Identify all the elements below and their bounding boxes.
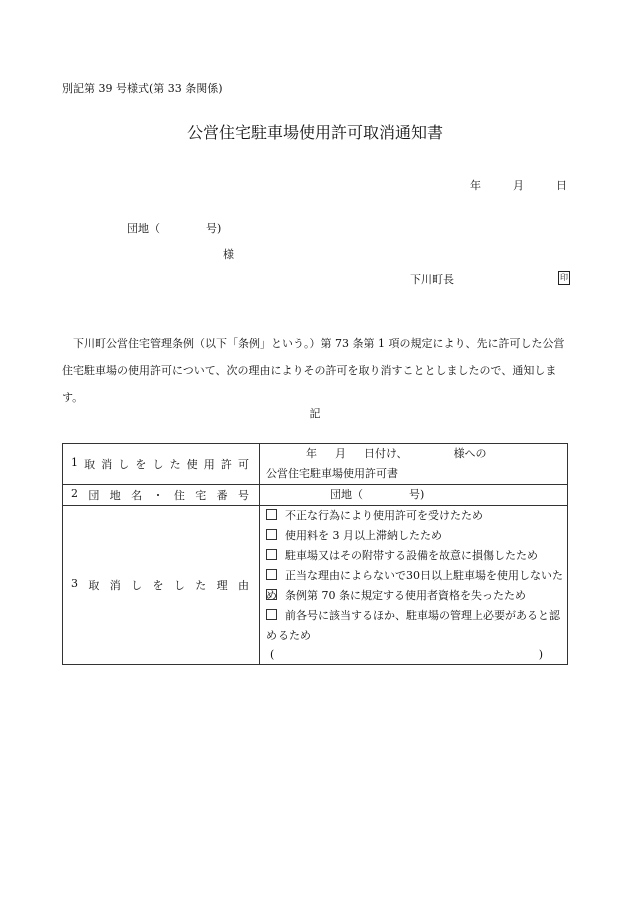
reason-text: 正当な理由によらないで30日以上駐車場を使用しないため [266, 569, 563, 602]
date-day: 日 [556, 179, 567, 192]
label-char: 取 [84, 458, 96, 471]
date-line [470, 177, 567, 193]
label-char: 許 [220, 458, 232, 471]
row1-year: 年 [306, 447, 317, 460]
reason-text: 前各号に該当するほか、駐車場の管理上必要があると認め [266, 609, 560, 642]
paren-close: ) [538, 648, 543, 661]
label-char: た [169, 458, 181, 471]
reason-item [260, 526, 567, 546]
label-char: を [152, 579, 164, 592]
row1-label [63, 444, 260, 485]
label-char: を [135, 458, 147, 471]
row2-danchi-label: 団地（ [330, 488, 363, 501]
label-char: 番 [216, 489, 228, 502]
table-row [63, 506, 568, 665]
label-char: し [152, 458, 164, 471]
paren-open: ( [270, 648, 275, 661]
other-reason-parens [260, 646, 567, 664]
form-number: 別記第 39 号様式(第 33 条関係) [62, 82, 223, 95]
table-row [63, 485, 568, 506]
table-row [63, 444, 568, 485]
reason-text: 使用料を 3 月以上滞納したため [285, 529, 442, 542]
label-char: 使 [186, 458, 198, 471]
ki-heading: 記 [309, 407, 321, 420]
recipient-danchi [127, 220, 221, 236]
issuer-name: 下川町長 [410, 273, 454, 286]
recipient-sama: 様 [223, 248, 234, 261]
label-char: 宅 [195, 489, 207, 502]
row3-label [63, 506, 260, 665]
checkbox-icon[interactable] [266, 609, 277, 620]
label-char: 由 [238, 579, 249, 592]
row1-sama: 様への [453, 447, 487, 460]
seal-mark: 印 [558, 271, 570, 285]
row1-day: 日付け、 [364, 447, 408, 460]
document-title: 公営住宅駐車場使用許可取消通知書 [186, 123, 443, 142]
label-char: 理 [216, 579, 228, 592]
row1-line2: 公営住宅駐車場使用許可書 [266, 467, 398, 480]
row3-label-text [71, 577, 259, 593]
row3-value [260, 506, 568, 665]
label-char: 用 [203, 458, 215, 471]
checkbox-icon[interactable] [266, 509, 277, 520]
checkbox-icon[interactable] [266, 529, 277, 540]
label-char: た [195, 579, 207, 592]
date-year: 年 [470, 179, 481, 192]
row1-label-text [71, 456, 259, 472]
reason-continuation: るため [278, 629, 311, 642]
row2-value [260, 485, 568, 506]
label-char: 3 [71, 577, 78, 590]
date-month: 月 [513, 179, 524, 192]
row1-month: 月 [335, 447, 346, 460]
label-char: 名 [131, 489, 143, 502]
checkbox-icon[interactable] [266, 549, 277, 560]
reason-item [260, 586, 567, 606]
body-paragraph: 下川町公営住宅管理条例（以下「条例」という。）第 73 条第 1 項の規定により、先に許可した公営住宅駐車場の使用許可について、次の理由によりその許可を取り消すこととしましたので、通知します。 [62, 337, 565, 404]
label-char: 地 [109, 489, 121, 502]
row1-line1 [260, 444, 567, 464]
label-char: 可 [237, 458, 249, 471]
row2-label-text [71, 487, 259, 503]
label-char: し [118, 458, 130, 471]
reason-item [260, 546, 567, 566]
label-char: 団 [88, 489, 100, 502]
checkbox-icon[interactable] [266, 589, 277, 600]
label-char: 取 [88, 579, 100, 592]
label-char: 消 [109, 579, 121, 592]
label-char: 2 [71, 487, 78, 500]
recipient-danchi-label: 団地（ [127, 222, 160, 235]
label-char: 住 [173, 489, 185, 502]
details-table [62, 443, 568, 665]
checkbox-icon[interactable] [266, 569, 277, 580]
reason-text: 駐車場又はその附帯する設備を故意に損傷したため [285, 549, 538, 562]
row1-value [260, 444, 568, 485]
reason-text: 不正な行為により使用許可を受けたため [285, 509, 483, 522]
row2-danchi [260, 485, 567, 505]
label-char: 1 [71, 456, 78, 469]
label-char: 号 [238, 489, 249, 502]
recipient-go-label: 号) [206, 222, 222, 235]
reason-item [260, 506, 567, 526]
row2-label [63, 485, 260, 506]
label-char: 消 [101, 458, 113, 471]
row2-go-label: 号) [409, 488, 425, 501]
label-char: ・ [152, 489, 164, 502]
label-char: し [173, 579, 185, 592]
label-char: し [131, 579, 143, 592]
reason-text: 条例第 70 条に規定する使用者資格を失ったため [285, 589, 526, 602]
